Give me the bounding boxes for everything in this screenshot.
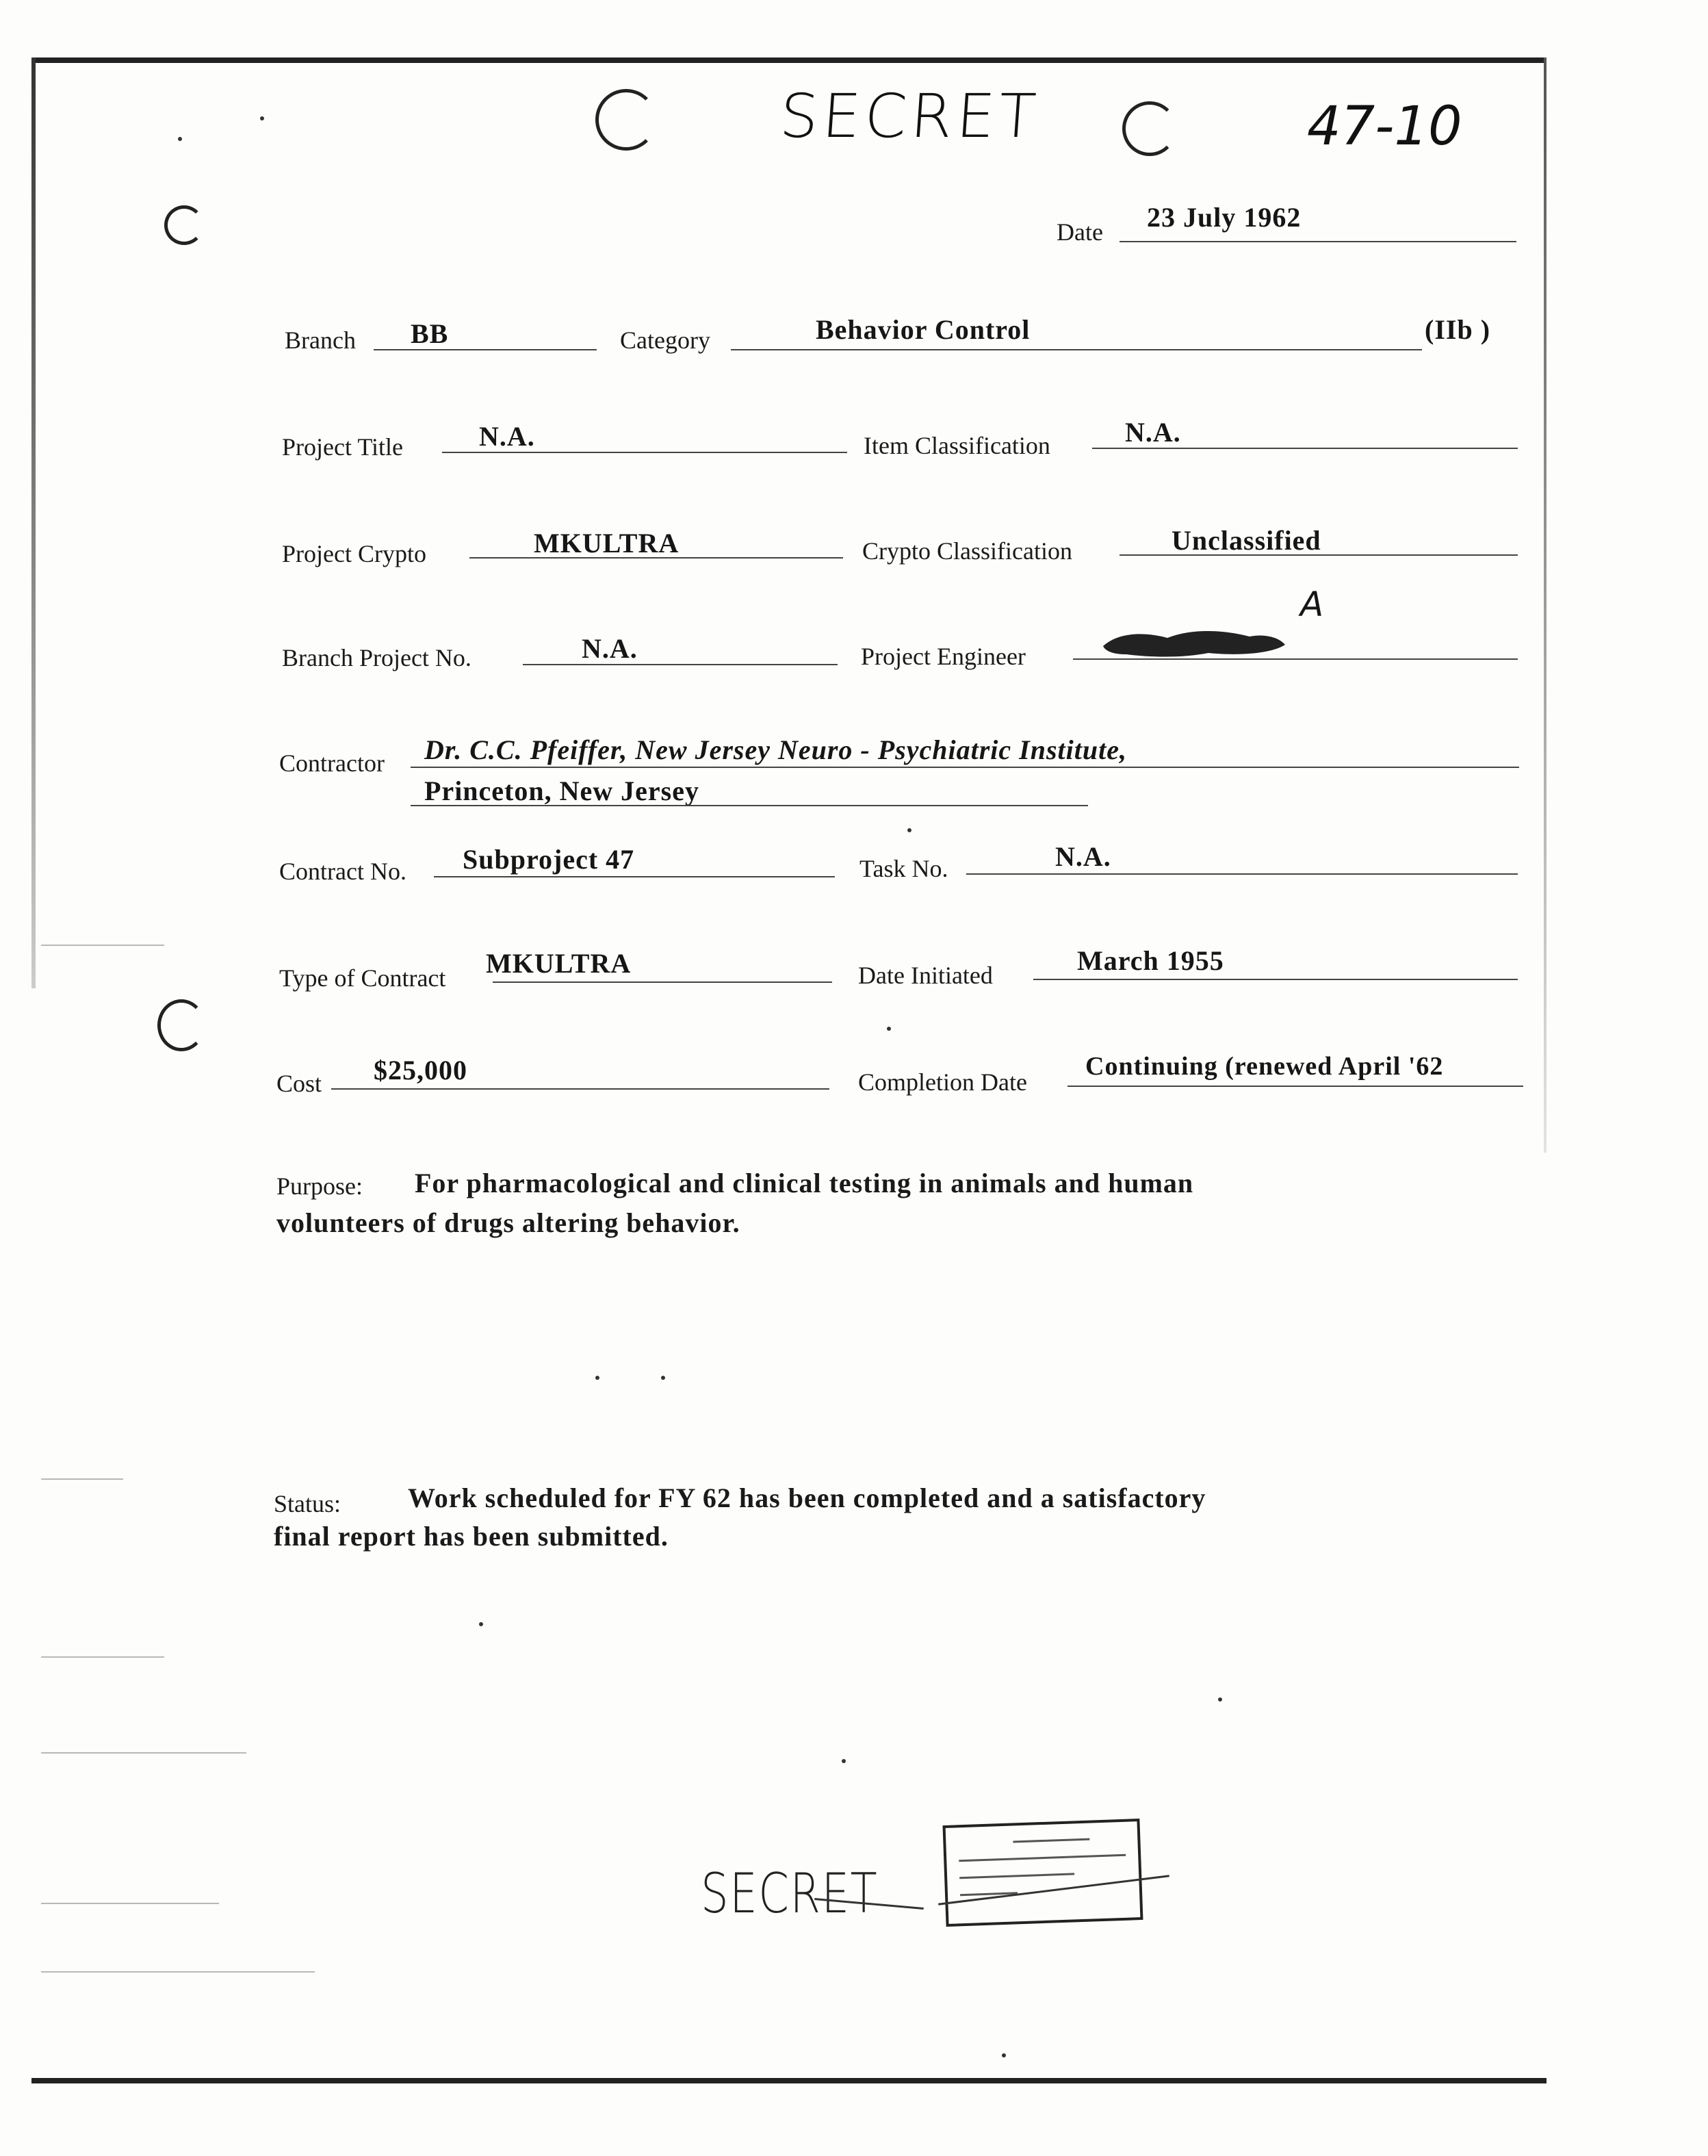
project-title-value: N.A. xyxy=(479,421,535,452)
completion-date-value: Continuing (renewed April '62 xyxy=(1085,1052,1444,1081)
task-no-line xyxy=(966,873,1518,875)
branch-project-no-line xyxy=(523,664,838,665)
category-label: Category xyxy=(620,326,710,354)
project-engineer-label: Project Engineer xyxy=(861,643,1026,670)
scan-noise xyxy=(41,1971,315,1973)
scan-noise xyxy=(41,1903,219,1904)
category-value: Behavior Control xyxy=(816,314,1031,345)
task-no-label: Task No. xyxy=(859,855,948,882)
status-line1: Work scheduled for FY 62 has been completed and a satisfactory xyxy=(408,1483,1206,1513)
scan-border-top xyxy=(31,57,1547,63)
declassification-group-stamp xyxy=(943,1819,1143,1927)
scan-speck xyxy=(1002,2053,1006,2057)
project-crypto-label: Project Crypto xyxy=(282,540,426,567)
task-no-value: N.A. xyxy=(1055,841,1111,872)
contract-no-value: Subproject 47 xyxy=(463,844,635,875)
branch-project-no-label: Branch Project No. xyxy=(282,644,471,671)
date-value: 23 July 1962 xyxy=(1147,202,1302,233)
redaction-mark xyxy=(1099,624,1291,661)
scan-noise xyxy=(41,945,164,946)
crypto-classification-value: Unclassified xyxy=(1172,525,1321,556)
contractor-line2: Princeton, New Jersey xyxy=(424,775,699,806)
contractor-line1: Dr. C.C. Pfeiffer, New Jersey Neuro - Psychiatric Institute, xyxy=(424,734,1127,765)
date-initiated-line xyxy=(1033,979,1518,980)
punch-hole-mark xyxy=(1122,101,1177,156)
crypto-classification-label: Crypto Classification xyxy=(862,537,1072,565)
contractor-label: Contractor xyxy=(279,749,385,777)
item-classification-value: N.A. xyxy=(1125,417,1181,448)
scan-border-left xyxy=(31,57,36,988)
scan-speck xyxy=(1218,1697,1222,1702)
classification-stamp-bottom: SECRET xyxy=(701,1862,879,1925)
scan-speck xyxy=(178,137,182,141)
document-number: 47-10 xyxy=(1307,96,1462,157)
branch-project-no-value: N.A. xyxy=(582,633,638,664)
status-line2: final report has been submitted. xyxy=(274,1521,669,1552)
contractor-line xyxy=(411,767,1519,768)
scan-noise xyxy=(41,1656,164,1658)
punch-hole-mark xyxy=(595,89,657,151)
punch-hole-mark xyxy=(157,999,205,1051)
project-title-label: Project Title xyxy=(282,433,404,461)
branch-value: BB xyxy=(411,318,449,349)
contract-no-line xyxy=(434,876,835,877)
category-line xyxy=(731,349,1422,350)
scan-speck xyxy=(842,1759,846,1763)
date-initiated-label: Date Initiated xyxy=(858,962,993,989)
scan-speck xyxy=(260,116,264,120)
branch-label: Branch xyxy=(285,326,356,354)
type-of-contract-line xyxy=(493,981,832,983)
type-of-contract-label: Type of Contract xyxy=(279,964,446,992)
scan-speck xyxy=(661,1376,665,1380)
date-label: Date xyxy=(1057,218,1103,246)
contract-no-label: Contract No. xyxy=(279,858,406,885)
branch-line xyxy=(374,349,597,350)
scan-noise xyxy=(41,1752,246,1754)
item-classification-label: Item Classification xyxy=(864,432,1050,459)
type-of-contract-value: MKULTRA xyxy=(486,948,632,979)
scan-speck xyxy=(907,828,911,832)
engineer-handwritten-mark: A xyxy=(1300,585,1325,624)
scan-speck xyxy=(887,1027,891,1031)
category-code: (IIb ) xyxy=(1425,314,1491,345)
scan-border-bottom xyxy=(31,2078,1547,2083)
cost-label: Cost xyxy=(276,1070,322,1097)
cost-value: $25,000 xyxy=(374,1055,467,1086)
cost-line xyxy=(331,1088,829,1090)
purpose-label: Purpose: xyxy=(276,1172,363,1200)
punch-hole-mark xyxy=(164,205,204,245)
completion-date-label: Completion Date xyxy=(858,1068,1027,1096)
date-initiated-value: March 1955 xyxy=(1077,945,1224,976)
scan-noise xyxy=(41,1478,123,1480)
status-label: Status: xyxy=(274,1490,341,1517)
completion-date-line xyxy=(1068,1086,1523,1087)
classification-stamp-top: SECRET xyxy=(777,81,1043,151)
scan-speck xyxy=(595,1376,599,1380)
contractor-line-2 xyxy=(411,805,1088,806)
purpose-line2: volunteers of drugs altering behavior. xyxy=(276,1207,740,1238)
purpose-line1: For pharmacological and clinical testing in animals and human xyxy=(415,1168,1194,1198)
scan-border-right xyxy=(1544,57,1547,1153)
project-crypto-value: MKULTRA xyxy=(534,528,680,559)
scan-speck xyxy=(479,1622,483,1626)
date-line xyxy=(1120,241,1516,242)
